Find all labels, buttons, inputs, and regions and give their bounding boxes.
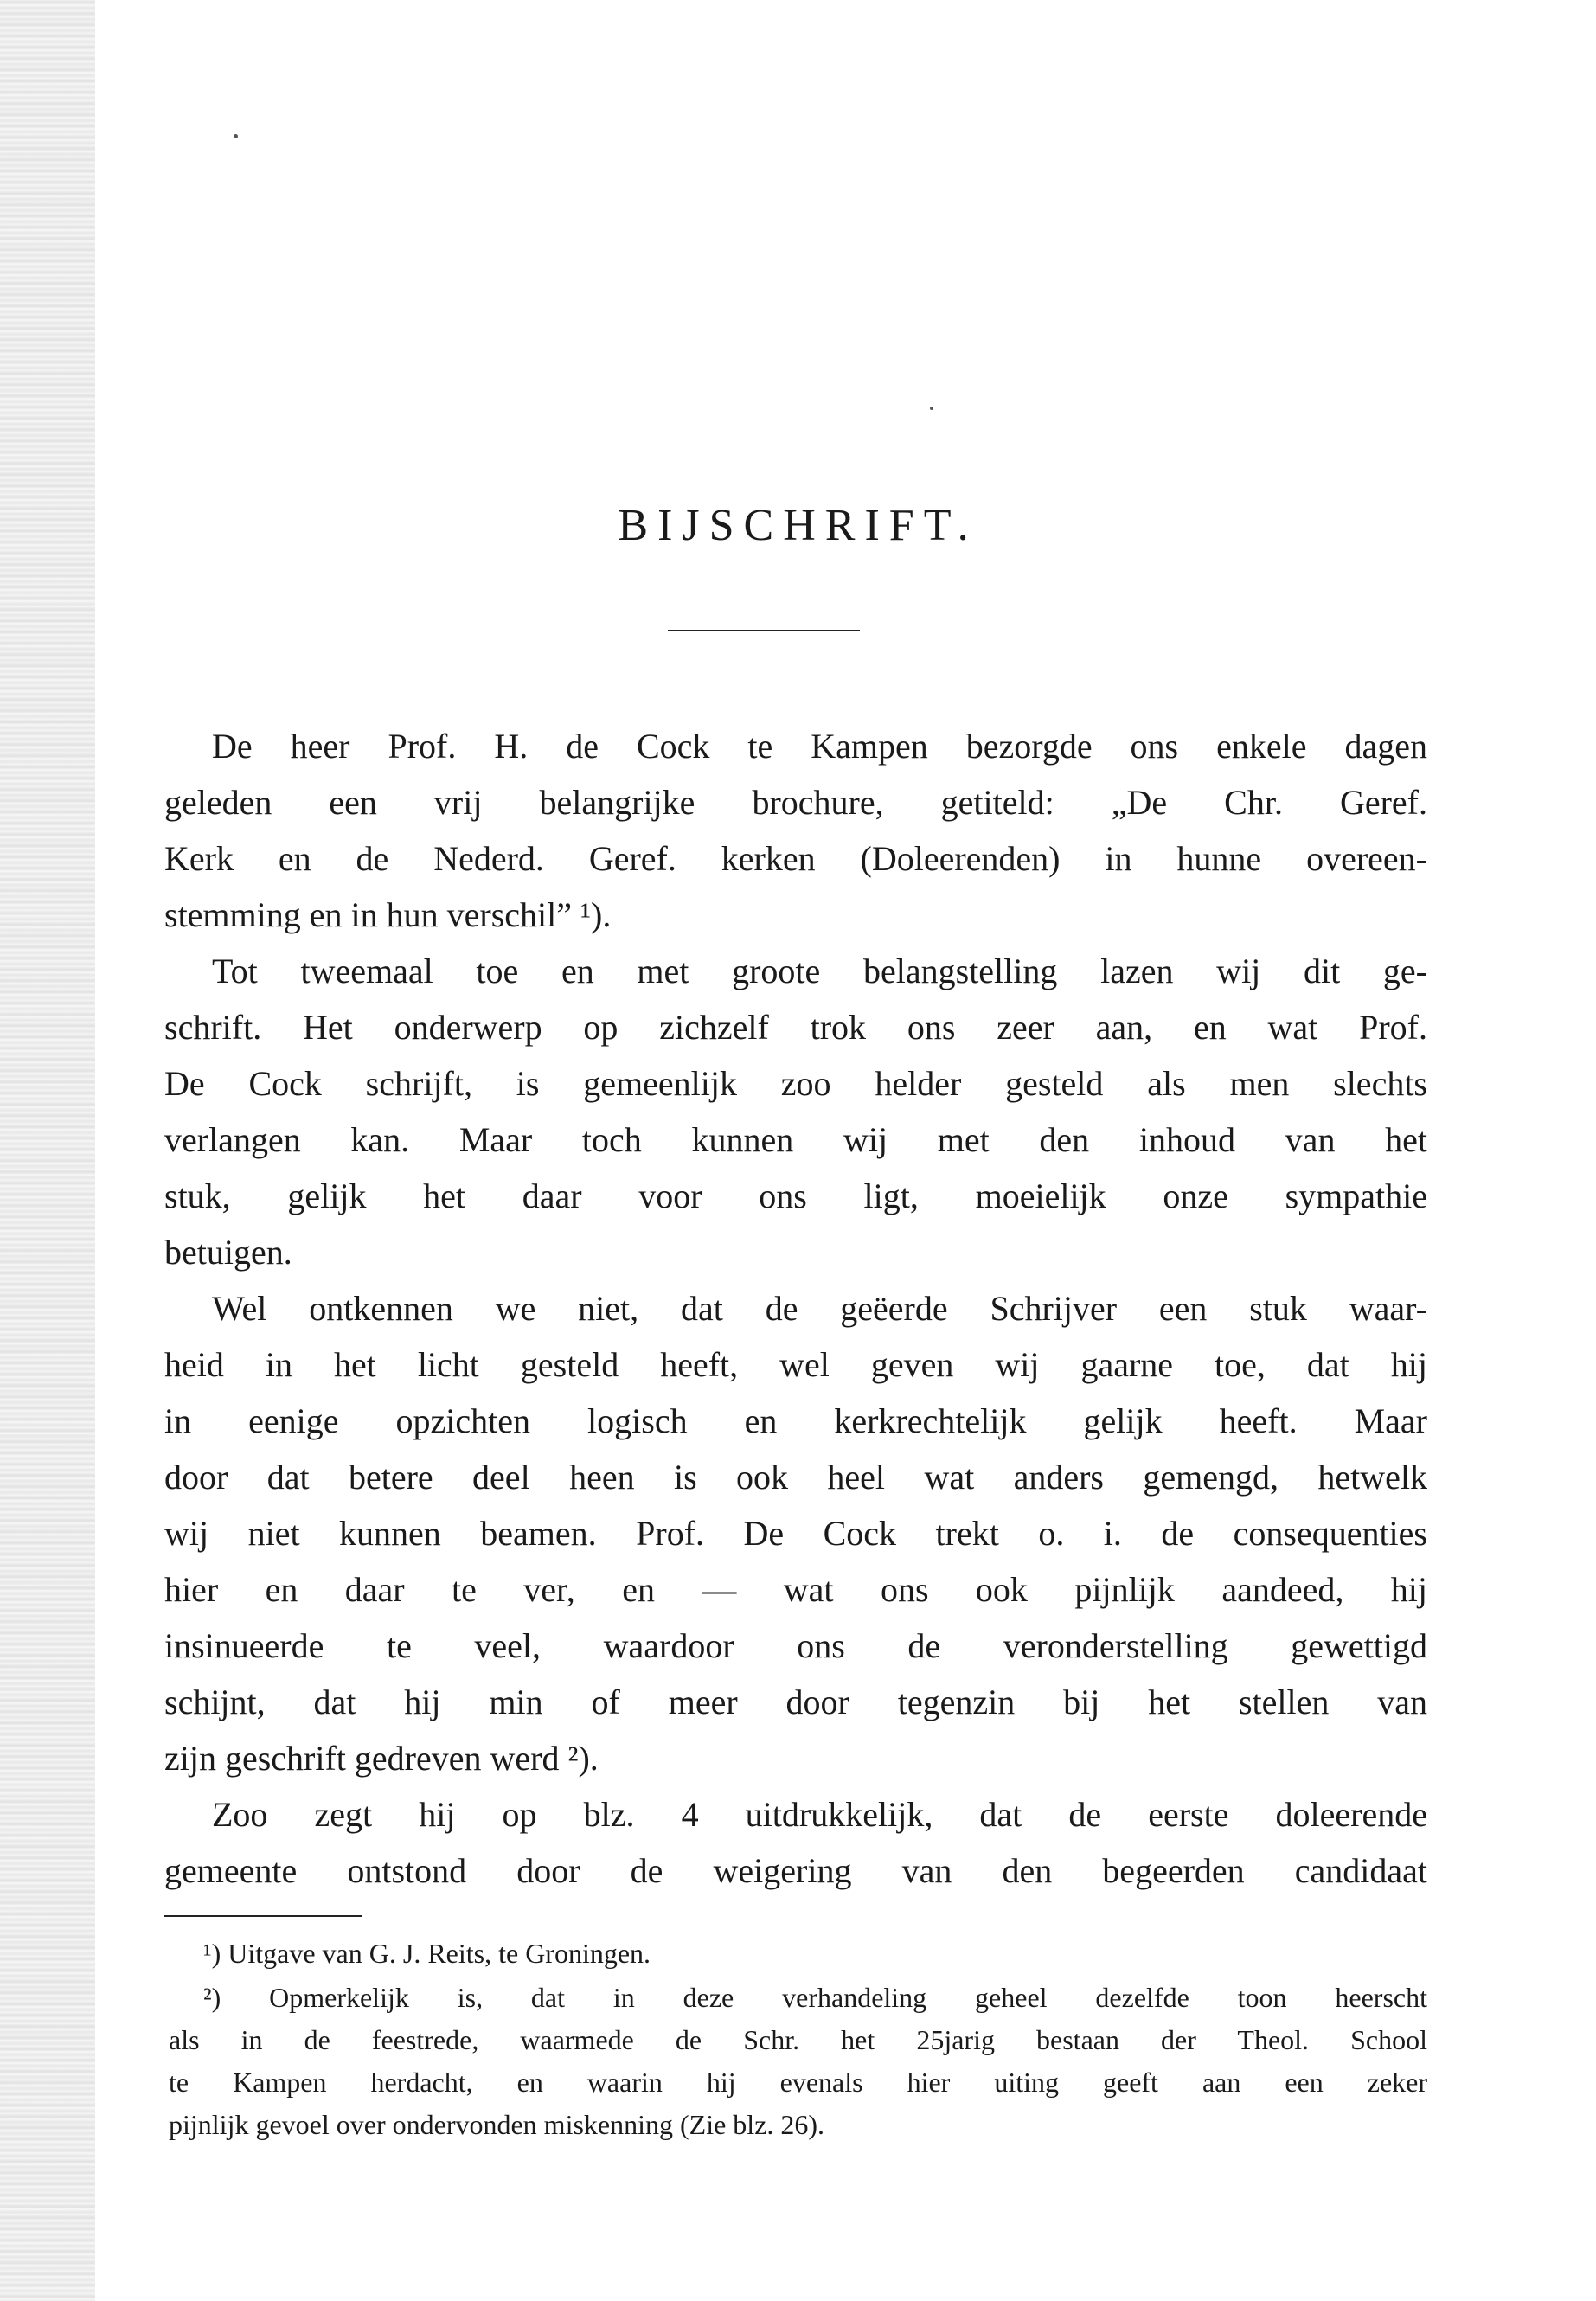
footnote-line: als in de feestrede, waarmede de Schr. het 25jarig bestaan der Theol. School: [169, 2024, 1427, 2055]
body-line: De Cock schrijft, is gemeenlijk zoo helder gesteld als men slechts: [164, 1064, 1427, 1103]
body-line: geleden een vrij belangrijke brochure, getiteld: „De Chr. Geref.: [164, 783, 1427, 822]
body-line: schijnt, dat hij min of meer door tegenzin bij het stellen van: [164, 1682, 1427, 1721]
body-line: hier en daar te ver, en — wat ons ook pijnlijk aandeed, hij: [164, 1570, 1427, 1609]
scanned-page-edge: [0, 0, 95, 2301]
body-line: insinueerde te veel, waardoor ons de veronderstelling gewettigd: [164, 1626, 1427, 1665]
body-line: betuigen.: [164, 1233, 292, 1272]
body-line: zijn geschrift gedreven werd ²).: [164, 1739, 599, 1778]
body-line: Wel ontkennen we niet, dat de geëerde Schrijver een stuk waar-: [212, 1289, 1427, 1328]
page-title: BIJSCHRIFT.: [618, 501, 978, 550]
body-line: Kerk en de Nederd. Geref. kerken (Doleerenden) in hunne overeen-: [164, 839, 1427, 878]
body-line: gemeente ontstond door de weigering van den begeerden candidaat: [164, 1851, 1427, 1890]
body-line: heid in het licht gesteld heeft, wel geven wij gaarne toe, dat hij: [164, 1345, 1427, 1384]
body-line: verlangen kan. Maar toch kunnen wij met den inhoud van het: [164, 1120, 1427, 1159]
footnote-divider: [164, 1915, 362, 1917]
ink-speck: [930, 407, 933, 410]
body-line: De heer Prof. H. de Cock te Kampen bezorgde ons enkele dagen: [212, 727, 1427, 766]
body-line: Tot tweemaal toe en met groote belangstelling lazen wij dit ge-: [212, 952, 1427, 990]
body-line: stuk, gelijk het daar voor ons ligt, moeielijk onze sympathie: [164, 1176, 1427, 1215]
body-line: wij niet kunnen beamen. Prof. De Cock trekt o. i. de consequenties: [164, 1514, 1427, 1553]
body-line: stemming en in hun verschil” ¹).: [164, 895, 612, 934]
body-line: schrift. Het onderwerp op zichzelf trok ons zeer aan, en wat Prof.: [164, 1008, 1427, 1047]
body-line: door dat betere deel heen is ook heel wat anders gemengd, hetwelk: [164, 1458, 1427, 1497]
footnote-line: pijnlijk gevoel over ondervonden miskenning (Zie blz. 26).: [169, 2109, 825, 2140]
body-line: Zoo zegt hij op blz. 4 uitdrukkelijk, dat de eerste doleerende: [212, 1795, 1427, 1834]
footnote-line: ²) Opmerkelijk is, dat in deze verhandeling geheel dezelfde toon heerscht: [203, 1982, 1427, 2013]
footnote-line: ¹) Uitgave van G. J. Reits, te Groningen.: [203, 1938, 651, 1969]
footnote-line: te Kampen herdacht, en waarin hij evenals hier uiting geeft aan een zeker: [169, 2067, 1427, 2098]
title-divider: [668, 630, 860, 631]
ink-speck: [234, 134, 238, 138]
body-line: in eenige opzichten logisch en kerkrechtelijk gelijk heeft. Maar: [164, 1401, 1427, 1440]
